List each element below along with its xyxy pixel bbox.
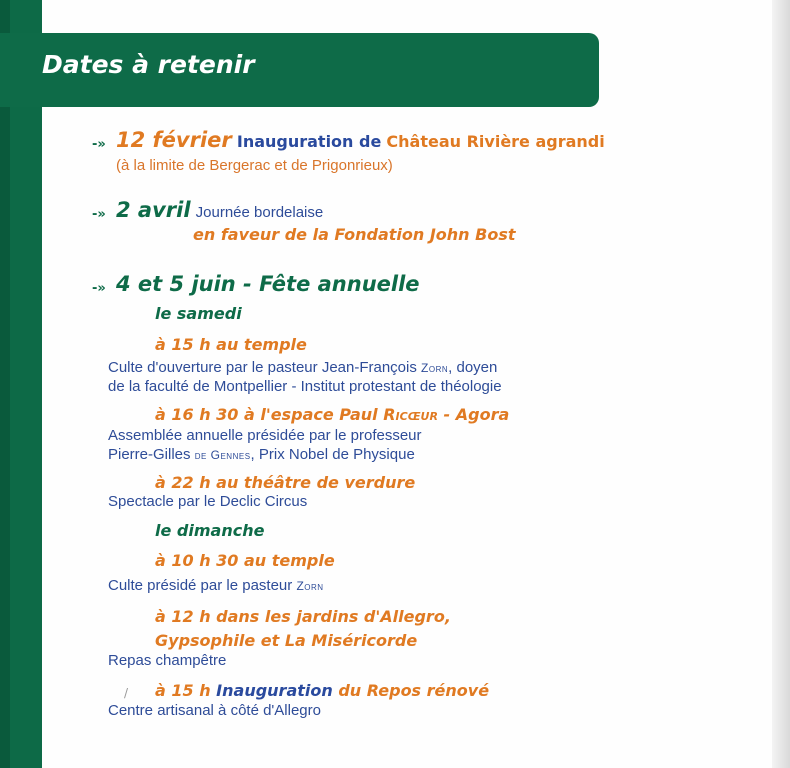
event-2-line (116, 198, 323, 222)
sat-2-when-b: - Agora (437, 405, 510, 424)
sat-2-when (155, 405, 509, 424)
sat-3-when: à 22 h au théâtre de verdure (155, 473, 416, 492)
sat-1-when: à 15 h au temple (155, 335, 307, 354)
event-2-date: 2 avril (116, 198, 191, 222)
sat-1-desc-2: de la faculté de Montpellier - Institut protestant de théologie (108, 378, 502, 395)
event-1-title-a: Inauguration de (236, 132, 382, 151)
sat-1-desc-1-a: Culte d'ouverture par le pasteur Jean-François (108, 359, 422, 376)
event-1-sub: (à la limite de Bergerac et de Prigonrieux) (116, 157, 393, 174)
sat-2-desc-1: Assemblée annuelle présidée par le professeur (108, 427, 422, 444)
sun-1-desc-1-a: Culte présidé par le pasteur (108, 577, 297, 594)
sat-2-desc-2 (108, 446, 415, 463)
arrow-bullet-icon: -» (92, 207, 106, 222)
sat-2-when-sc: Ricœur (383, 405, 438, 424)
sat-2-desc-2-b: , Prix Nobel de Physique (250, 446, 415, 463)
sat-1-desc-1 (108, 359, 497, 376)
sun-3-when-c: du Repos rénové (332, 681, 490, 700)
sunday-label: le dimanche (155, 521, 265, 540)
event-2-title-b: en faveur de la Fondation John Bost (193, 225, 516, 244)
sun-2-desc-1: Repas champêtre (108, 652, 227, 669)
left-band-edge (0, 0, 10, 768)
sat-1-desc-1-b: , doyen (448, 359, 498, 376)
sun-1-desc-1-sc: Zorn (296, 579, 324, 593)
sun-3-when-b: Inauguration (216, 681, 333, 700)
sun-3-when-a: à 15 h (155, 681, 217, 700)
event-1-line (116, 128, 605, 152)
arrow-bullet-icon: -» (92, 281, 106, 296)
event-1-date: 12 février (116, 128, 232, 152)
sun-2-when-2: Gypsophile et La Miséricorde (155, 631, 418, 650)
sat-2-desc-2-a: Pierre-Gilles (108, 446, 195, 463)
sun-1-desc-1 (108, 577, 324, 594)
sat-2-when-a: à 16 h 30 à l'espace Paul (155, 405, 384, 424)
page-fold-edge (772, 0, 790, 768)
saturday-label: le samedi (155, 304, 242, 323)
sun-1-when: à 10 h 30 au temple (155, 551, 335, 570)
event-1-title-b: Château Rivière agrandi (386, 132, 605, 151)
sat-1-desc-1-sc: Zorn (421, 361, 449, 375)
pen-mark-icon: / (124, 686, 129, 700)
event-2-title-a: Journée bordelaise (195, 204, 324, 221)
arrow-bullet-icon: -» (92, 137, 106, 152)
sun-3-when (155, 681, 489, 700)
page-title: Dates à retenir (42, 50, 255, 79)
sat-3-desc-1: Spectacle par le Declic Circus (108, 493, 308, 510)
event-3-date: 4 et 5 juin - Fête annuelle (116, 272, 420, 296)
sun-3-desc-1: Centre artisanal à côté d'Allegro (108, 702, 321, 719)
sun-2-when-1: à 12 h dans les jardins d'Allegro, (155, 607, 451, 626)
sat-2-desc-2-sc: de Gennes (194, 448, 251, 462)
